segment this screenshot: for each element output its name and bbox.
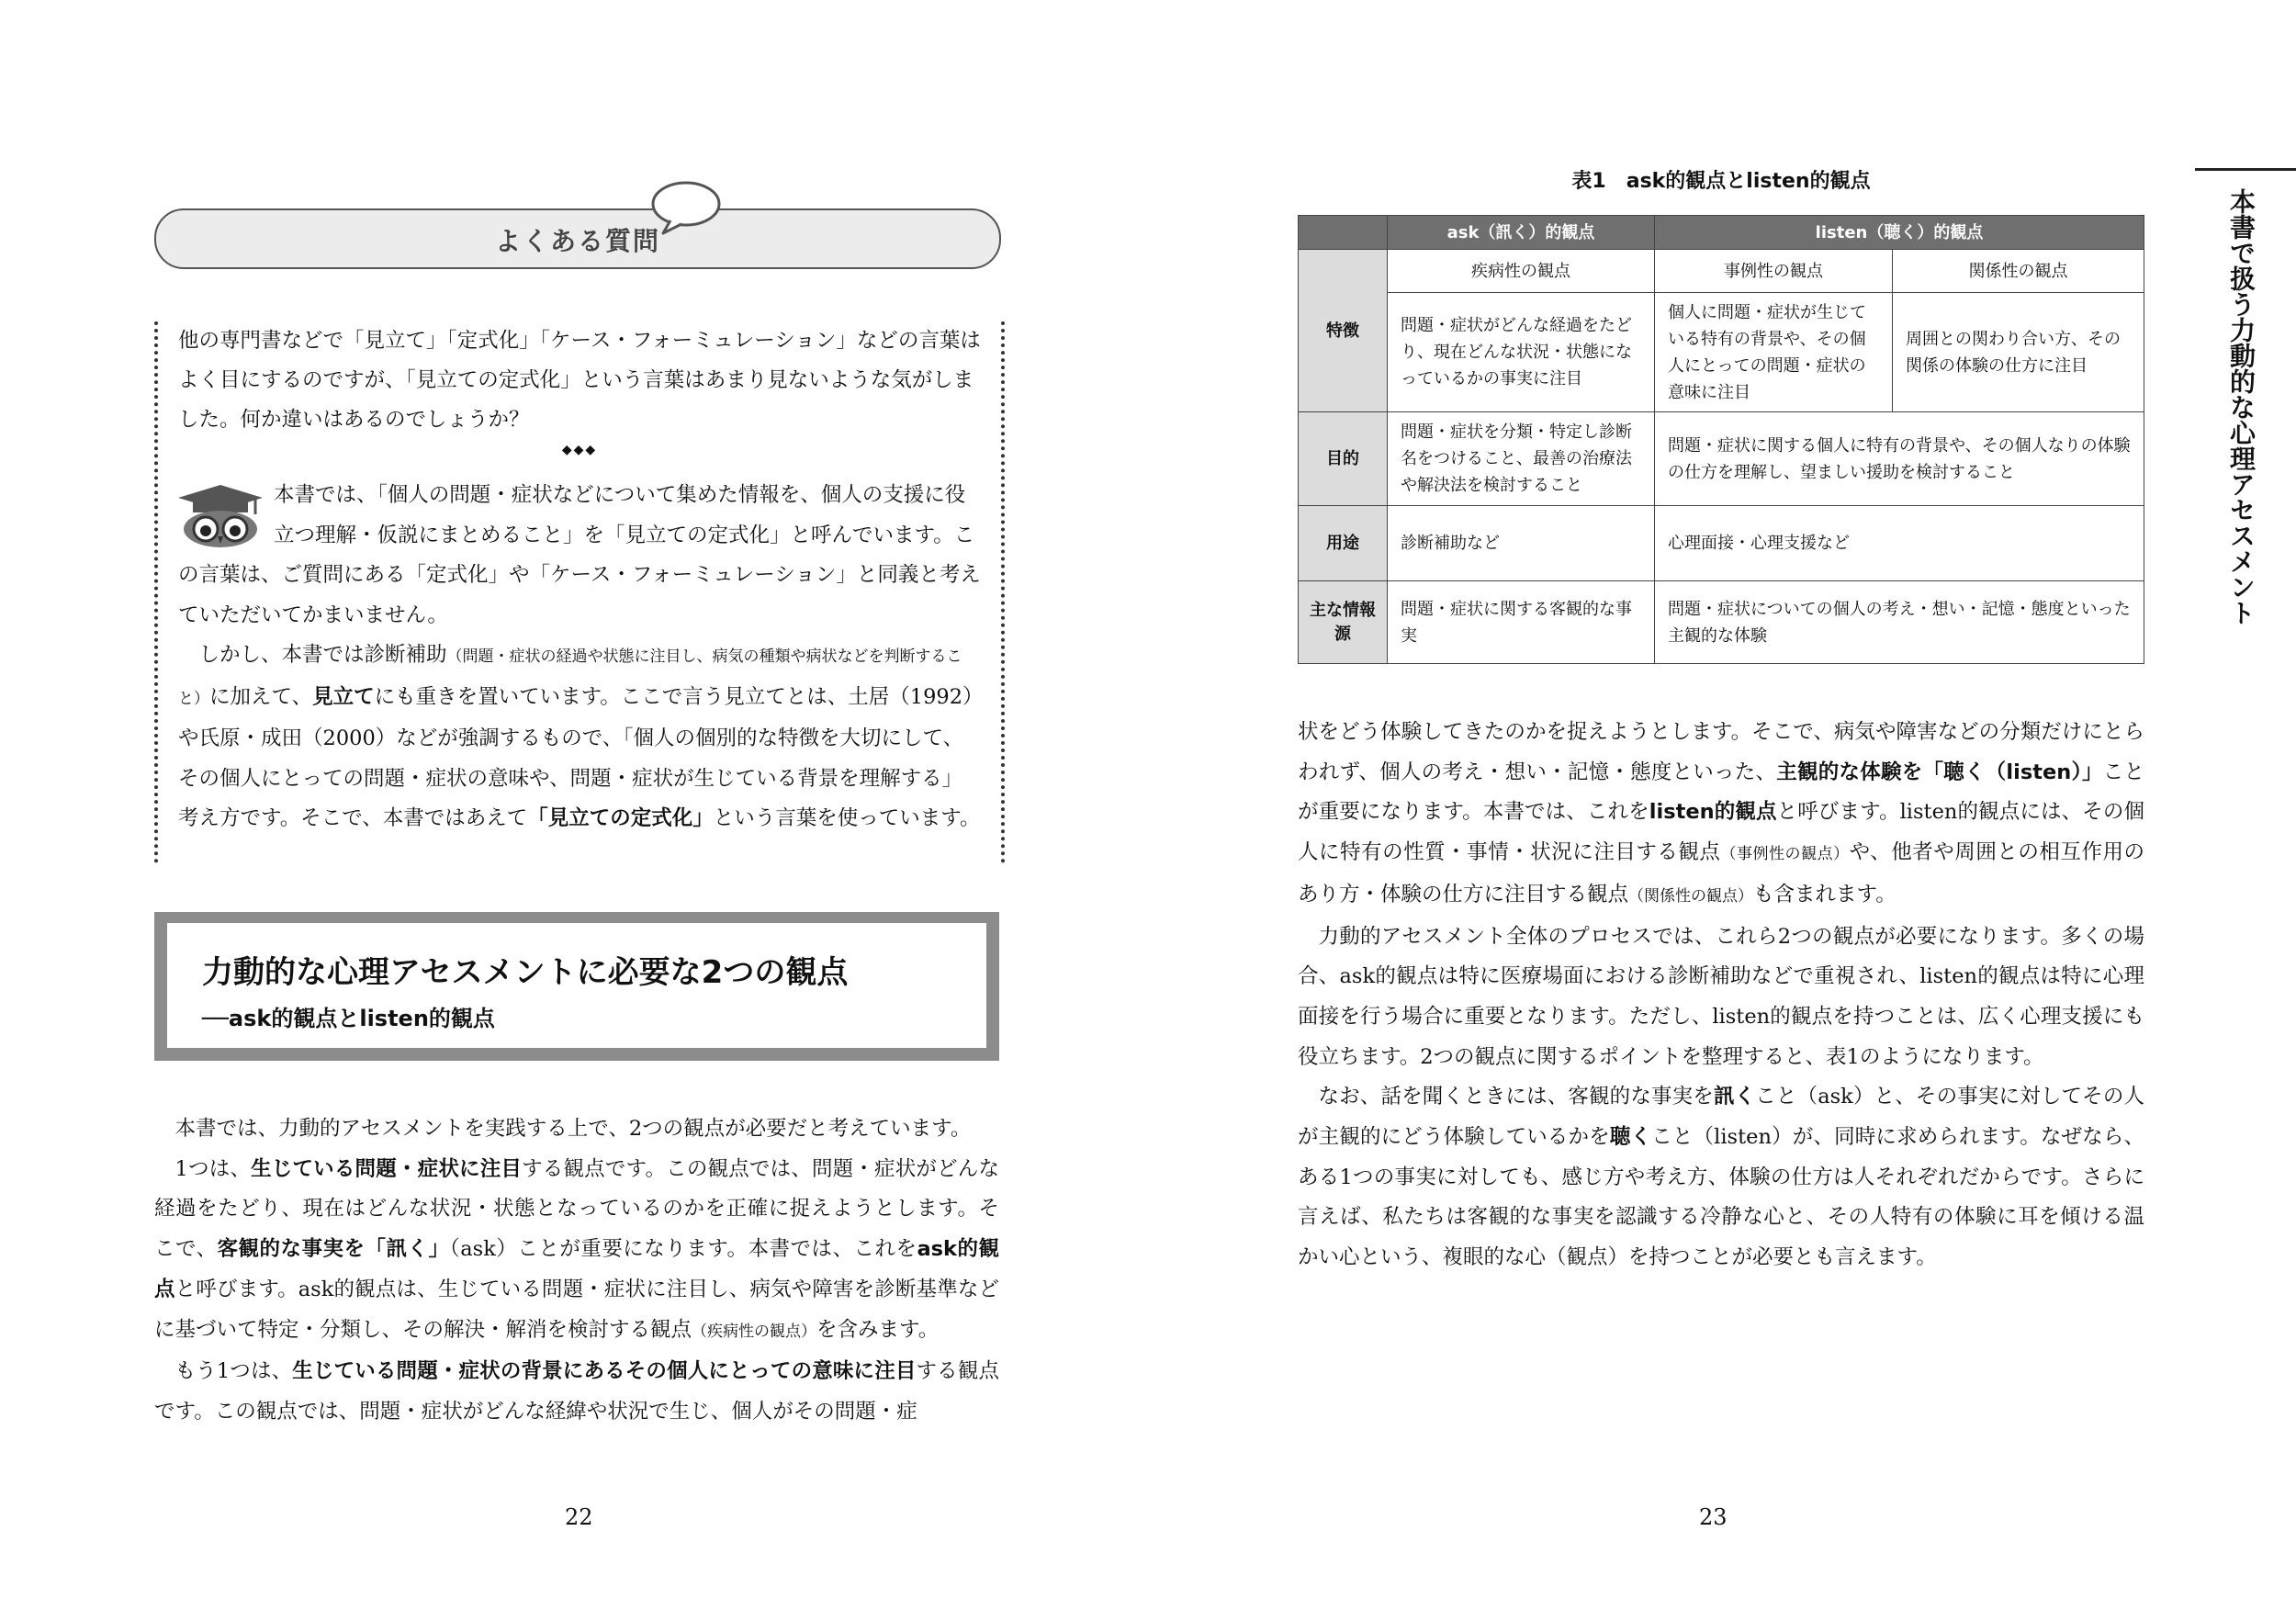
comparison-table [1298,215,2144,664]
table-header-listen: listen（聴く）的観点 [1655,216,2144,250]
table-row-label: 用途 [1299,506,1388,581]
faq-title: よくある質問 [494,226,660,256]
body-paragraph-6: なお、話を聞くときには、客観的な事実を訊くこと（ask）と、その事実に対してその人が主観的にどう体験しているかを聴くこと（listen）が、同時に求められます。なぜなら、ある1つの事実に対しても、感じ方や考え方、体験の仕方は人それぞれだからです。さらに言えば、私たちは客観的な事実を認識する冷静な心と、その人特有の体験に耳を傾ける温かい心という、複眼的な心（観点）を持つことが必要とも言えます。 [1298,1085,2144,1270]
speech-bubble-icon [650,180,722,235]
section-heading-box [154,912,999,1061]
body-paragraph-4: 状をどう体験してきたのかを捉えようとします。そこで、病気や障害などの分類だけにとらわれず、個人の考え・想い・記憶・態度といった、主観的な体験を「聴く（listen）」ことが重要になります。本書では、これをlisten的観点と呼びます。listen的観点には、その個人に特有の性質・事情・状況に注目する観点（事例性の観点）や、他者や周囲との相互作用のあり方・体験の仕方に注目する観点（関係性の観点）も含まれます。 [1298,720,2144,906]
table-row-label: 特徴 [1299,250,1388,412]
table-cell: 問題・症状を分類・特定し診断名をつけること、最善の治療法や解決法を検討すること [1388,412,1655,506]
page-number-left: 22 [565,1504,593,1530]
table-subheader: 関係性の観点 [1893,250,2144,293]
faq-question: 他の専門書などで「見立て」「定式化」「ケース・フォーミュレーション」などの言葉はよく目にするのですが、「見立ての定式化」という言葉はあまり見ないような気がしました。何か違いはあるのでしょうか？ [178,329,981,432]
answer-paragraph-2: しかし、本書では診断補助（問題・症状の経過や状態に注目し、病気の種類や病状などを判断すること）に加えて、見立てにも重きを置いています。ここで言う見立てとは、土居（1992）や氏原・成田（2000）などが強調するもので、「個人の個別的な特徴を大切にして、その個人にとっての問題・症状の意味や、問題・症状が生じている背景を理解する」考え方です。そこで、本書ではあえて「見立ての定式化」という言葉を使っています。 [178,643,981,830]
table-cell: 問題・症状がどんな経過をたどり、現在どんな状況・状態になっているかの事実に注目 [1388,293,1655,412]
table-header-ask: ask（訊く）的観点 [1388,216,1655,250]
table-cell: 個人に問題・症状が生じている特有の背景や、その個人にとっての問題・症状の意味に注目 [1655,293,1893,412]
right-body-text [1298,713,2144,1278]
body-paragraph-1: 本書では、力動的アセスメントを実践する上で、2つの観点が必要だと考えています。 [174,1117,972,1141]
table-row-label: 目的 [1299,412,1388,506]
table-subheader: 事例性の観点 [1655,250,1893,293]
faq-answer [178,476,981,839]
side-tab-rule [2195,168,2296,171]
page-number-right: 23 [1699,1504,1728,1530]
faq-header [154,208,1001,269]
separator-diamonds: ◆◆◆ [561,443,598,457]
table-caption: 表1 ask的観点とlisten的観点 [1571,170,1871,193]
table-row-label: 主な情報源 [1299,581,1388,664]
body-paragraph-5: 力動的アセスメント全体のプロセスでは、これら2つの観点が必要になります。多くの場合、ask的観点は特に医療場面における診断補助などで重視され、listen的観点は特に心理面接を行う場合に重要となります。ただし、listen的観点を持つことは、広く心理支援にも役立ちます。2つの観点に関するポイントを整理すると、表1のようになります。 [1298,924,2144,1069]
faq-box [154,321,1005,863]
table-cell: 問題・症状に関する個人に特有の背景や、その個人なりの体験の仕方を理解し、望ましい援助を検討すること [1655,412,2144,506]
body-paragraph-2: 1つは、生じている問題・症状に注目する観点です。この観点では、問題・症状がどんな経過をたどり、現在はどんな状況・状態となっているのかを正確に捉えようとします。そこで、客観的な事実を「訊く」（ask）ことが重要になります。本書では、これをask的観点と呼びます。ask的観点は、生じている問題・症状に注目し、病気や障害を診断基準などに基づいて特定・分類し、その解決・解消を検討する観点（疾病性の観点）を含みます。 [154,1156,999,1342]
body-paragraph-3: もう1つは、生じている問題・症状の背景にあるその個人にとっての意味に注目する観点です。この観点では、問題・症状がどんな経緯や状況で生じ、個人がその問題・症 [154,1359,999,1424]
section-subtitle: ──ask的観点とlisten的観点 [202,1006,495,1031]
table-cell: 心理面接・心理支援など [1655,506,2144,581]
table-cell: 問題・症状に関する客観的な事実 [1388,581,1655,664]
left-body-text [154,1109,999,1433]
owl-professor-icon [174,483,266,547]
table-cell: 周囲との関わり合い方、その関係の体験の仕方に注目 [1893,293,2144,412]
side-tab-chapter-title: 本書で扱う力動的な心理アセスメント [2226,188,2257,625]
table-cell: 診断補助など [1388,506,1655,581]
table-subheader: 疾病性の観点 [1388,250,1655,293]
table-cell: 問題・症状についての個人の考え・想い・記憶・態度といった主観的な体験 [1655,581,2144,664]
answer-paragraph-1: 本書では、「個人の問題・症状などについて集めた情報を、個人の支援に役立つ理解・仮説にまとめること」を「見立ての定式化」と呼んでいます。この言葉は、ご質問にある「定式化」や「ケース・フォーミュレーション」と同義と考えていただいてかまいません。 [178,483,981,627]
section-title: 力動的な心理アセスメントに必要な2つの観点 [202,954,849,991]
